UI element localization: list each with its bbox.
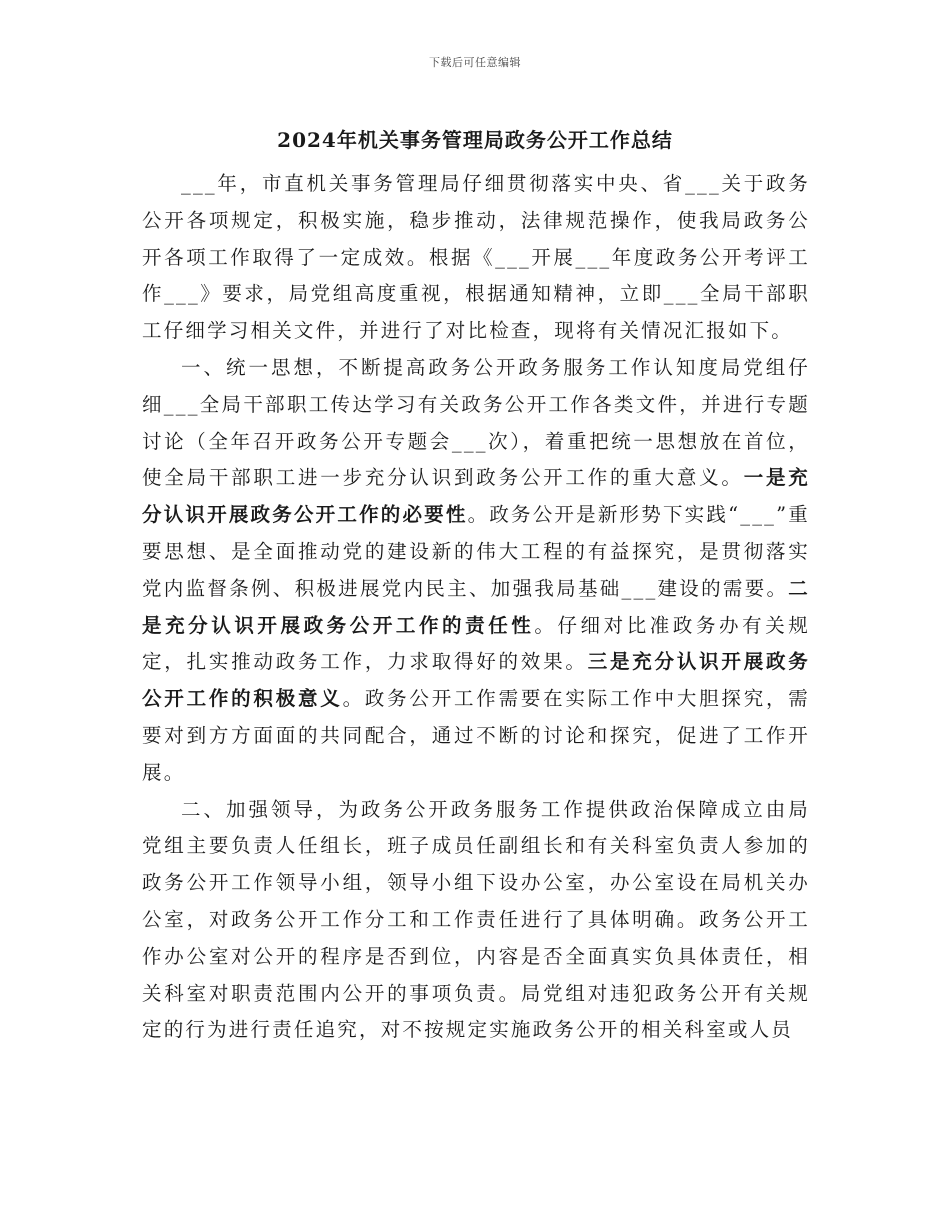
section-1-bold-point-3: 三是充分认识开展政务公开工作的积极意义 [142, 650, 810, 711]
paragraph-intro: ___年，市直机关事务管理局仔细贯彻落实中央、省___关于政务公开各项规定，积极实施，稳步推动，法律规范操作，使我局政务公开各项工作取得了一定成效。根据《___开展___年度政务公开考评工作___》要求，局党组高度重视，根据通知精神，立即___全局干部职工仔细学习相关文件，并进行了对比检查，现将有关情况汇报如下。 [142, 172, 810, 343]
section-1-text-2: 。政务公开是新形势下实践“___”重要思想、是全面推动党的建设新的伟大工程的有益探究，是贯彻落实党内监督条例、积极进展党内民主、加强我局基础___建设的需要。 [142, 503, 810, 600]
paragraph-section-1 [142, 350, 810, 792]
section-1-text: 一、统一思想，不断提高政务公开政务服务工作认知度局党组仔细___全局干部职工传达学习有关政务公开工作各类文件，并进行专题讨论（全年召开政务公开专题会___次），着重把统一思想放在首位，使全局干部职工进一步充分认识到政务公开工作的重大意义。 [142, 355, 810, 490]
section-1-bold-point-1: 一是充分认识开展政务公开工作的必要性 [142, 466, 810, 527]
paragraph-section-2: 二、加强领导，为政务公开政务服务工作提供政治保障成立由局党组主要负责人任组长，班子成员任副组长和有关科室负责人参加的政务公开工作领导小组，领导小组下设办公室，办公室设在局机关办公室，对政务公开工作分工和工作责任进行了具体明确。政务公开工作办公室对公开的程序是否到位，内容是否全面真实负具体责任，相关科室对职责范围内公开的事项负责。局党组对违犯政务公开有关规定的行为进行责任追究，对不按规定实施政务公开的相关科室或人员 [142, 797, 810, 1042]
document-title: 2024年机关事务管理局政务公开工作总结 [277, 128, 673, 152]
document-body [142, 166, 810, 1049]
section-1-text-4: 。政务公开工作需要在实际工作中大胆探究，需要对到方方面面的共同配合，通过不断的讨论和探究，促进了工作开展。 [142, 687, 810, 784]
header-note: 下载后可任意编辑 [429, 56, 521, 69]
section-1-text-3: 。仔细对比准政务办有关规定，扎实推动政务工作，力求取得好的效果。 [142, 613, 810, 674]
section-1-bold-point-2: 二是充分认识开展政务公开工作的责任性 [142, 576, 810, 637]
